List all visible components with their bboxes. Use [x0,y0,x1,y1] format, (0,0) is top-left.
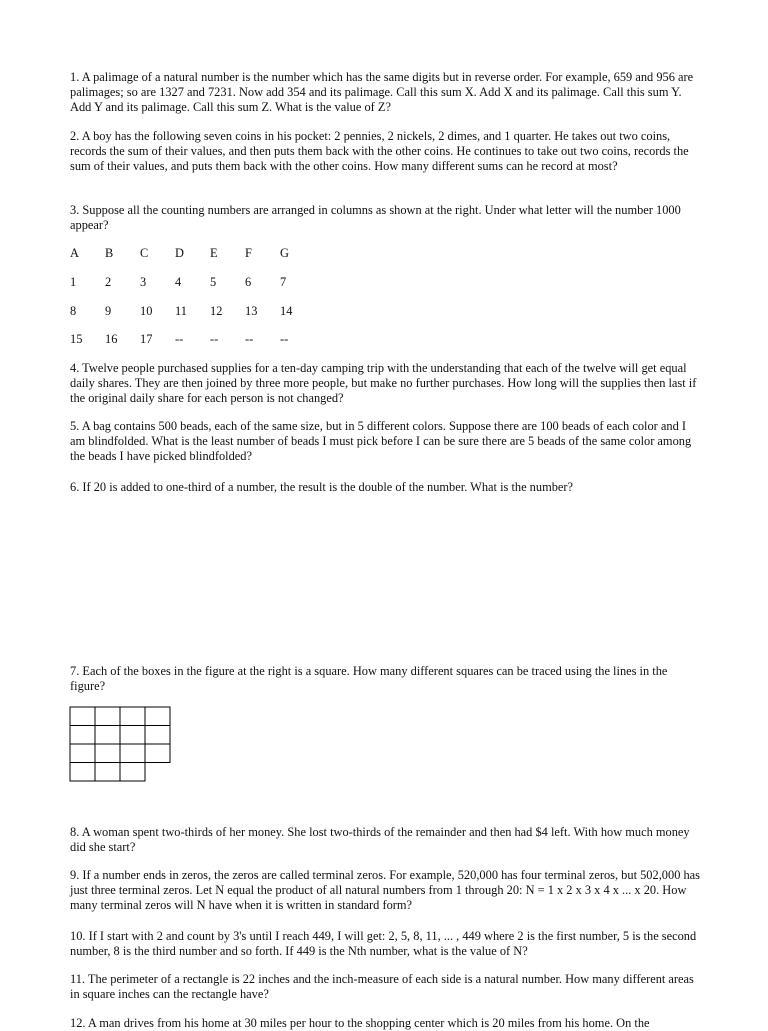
table-cell: 15 [70,332,83,346]
square-grid-figure [69,706,173,784]
problem-4: 4. Twelve people purchased supplies for a ten-day camping trip with the understanding that each of the twelve will get equal daily shares. They are then joined by three more people, but make no further purchases. How long will the supplies then last if the original daily share for each person is not changed? [70,361,697,406]
table-cell: 6 [245,275,252,289]
grid-square [120,726,145,745]
table-cell: C [140,246,149,260]
table-cell: 7 [280,275,287,289]
table-cell: 8 [70,304,77,318]
table-cell: -- [210,332,219,346]
problem-6: 6. If 20 is added to one-third of a number, the result is the double of the number. What is the number? [70,480,574,494]
table-cell: 11 [175,304,187,318]
table-cell: 4 [175,275,182,289]
grid-square [70,744,95,763]
table-cell: 13 [245,304,258,318]
table-cell: D [175,246,184,260]
grid-square [95,707,120,726]
problem-9: 9. If a number ends in zeros, the zeros are called terminal zeros. For example, 520,000 has four terminal zeros, but 502,000 has just three terminal zeros. Let N equal the product of all natural numbers from 1 through 20: N = 1 x 2 x 3 x 4 x ... x 20. How many terminal zeros will N have when it is written in standard form? [70,868,700,913]
table-cell: 10 [140,304,153,318]
problem-11: 11. The perimeter of a rectangle is 22 inches and the inch-measure of each side is a natural number. How many different areas in square inches can the rectangle have? [70,972,694,1002]
grid-square [70,726,95,745]
grid-square [70,707,95,726]
grid-square [120,744,145,763]
table-cell: E [210,246,218,260]
table-cell: 1 [70,275,77,289]
problem-7: 7. Each of the boxes in the figure at the right is a square. How many different squares can be traced using the lines in the figure? [70,664,668,694]
problem-5: 5. A bag contains 500 beads, each of the same size, but in 5 different colors. Suppose there are 100 beads of each color and I am blindfolded. What is the least number of beads I must pick before I can be sure there are 5 beads of the same color among the beads I have picked blindfolded? [70,419,692,464]
table-cell: 5 [210,275,217,289]
grid-square [145,707,170,726]
table-cell: F [245,246,252,260]
grid-square [70,763,95,782]
table-cell: 2 [105,275,112,289]
table-cell: G [280,246,289,260]
table-cell: 12 [210,304,223,318]
table-cell: 17 [140,332,153,346]
grid-square [120,707,145,726]
grid-square [145,726,170,745]
table-cell: 14 [280,304,293,318]
table-cell: -- [280,332,289,346]
table-cell: A [70,246,79,260]
table-cell: -- [175,332,184,346]
table-cell: B [105,246,114,260]
problem-2: 2. A boy has the following seven coins in his pocket: 2 pennies, 2 nickels, 2 dimes, and 1 quarter. He takes out two coins, records the sum of their values, and then puts them back with the other coins. He continues to take out two coins, records the sum of their values, and puts them back with the other coins. How many different sums can he record at most? [70,129,689,174]
problem-1: 1. A palimage of a natural number is the number which has the same digits but in reverse order. For example, 659 and 956 are palimages; so are 1327 and 7231. Now add 354 and its palimage. Call this sum X. Add X and its palimage. Call this sum Y. Add Y and its palimage. Call this sum Z. What is the value of Z? [70,70,694,115]
table-cell: -- [245,332,254,346]
table-cell: 3 [140,275,147,289]
grid-square [120,763,145,782]
grid-square [95,763,120,782]
grid-square [145,744,170,763]
problem-8: 8. A woman spent two-thirds of her money. She lost two-thirds of the remainder and then had $4 left. With how much money did she start? [70,825,690,855]
grid-square [95,726,120,745]
table-cell: 9 [105,304,112,318]
problem-3: 3. Suppose all the counting numbers are arranged in columns as shown at the right. Under what letter will the number 1000 appear? [70,203,681,233]
problem-12: 12. A man drives from his home at 30 miles per hour to the shopping center which is 20 miles from his home. On the [70,1016,650,1030]
grid-square [95,744,120,763]
problem-10: 10. If I start with 2 and count by 3's until I reach 449, I will get: 2, 5, 8, 11, ... , 449 where 2 is the first number, 5 is the second number, 8 is the third number and so forth. If 449 is the Nth number, what is the value of N? [70,929,697,959]
table-cell: 16 [105,332,118,346]
